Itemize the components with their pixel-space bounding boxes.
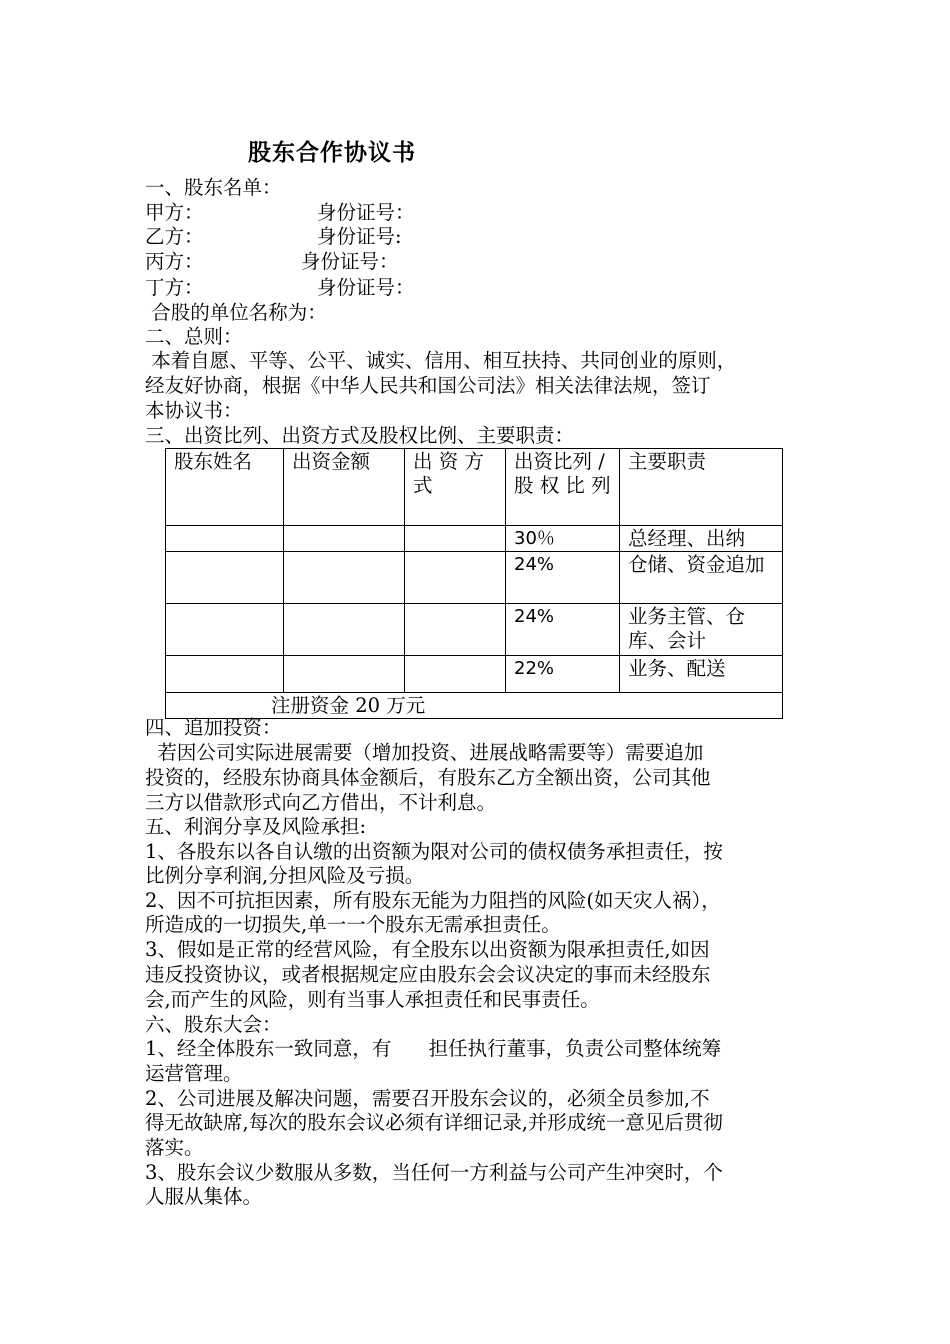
paragraph-line: 投资的，经股东协商具体金额后，有股东乙方全额出资，公司其他 <box>145 766 711 789</box>
id-label: 身份证号： <box>301 250 399 273</box>
paragraph-line: 运营管理。 <box>145 1062 243 1085</box>
table-header-cell: 出资金额 <box>284 449 405 526</box>
table-header-cell: 主要职责 <box>620 449 783 526</box>
paragraph-line: 1、经全体股东一致同意，有 担任执行董事，负责公司整体统筹 <box>145 1037 722 1060</box>
id-label: 身份证号： <box>317 276 415 299</box>
table-cell: 24% <box>506 552 620 604</box>
paragraph-line: 2、公司进展及解决问题，需要召开股东会议的，必须全员参加,不 <box>145 1087 710 1110</box>
table-header-cell: 出 资 方 式 <box>405 449 506 526</box>
paragraph-line: 2、因不可抗拒因素，所有股东无能为力阻挡的风险(如天灾人祸）， <box>145 889 721 912</box>
paragraph-line: 1、各股东以各自认缴的出资额为限对公司的债权债务承担责任，按 <box>145 840 723 863</box>
paragraph-line: 所造成的一切损失,单一一个股东无需承担责任。 <box>145 913 561 936</box>
table-cell <box>284 526 405 552</box>
party-row <box>145 225 402 249</box>
table-header-cell: 股东姓名 <box>166 449 284 526</box>
table-row <box>166 656 783 693</box>
table-cell <box>405 526 506 552</box>
paragraph-line: 本着自愿、平等、公平、诚实、信用、相互扶持、共同创业的原则， <box>145 349 737 372</box>
paragraph-line: 三方以借款形式向乙方借出，不计利息。 <box>145 791 497 814</box>
table-cell: 22% <box>506 656 620 693</box>
paragraph-line: 违反投资协议，或者根据规定应由股东会会议决定的事而未经股东 <box>145 963 711 986</box>
section-3-heading: 三、出资比列、出资方式及股权比例、主要职责： <box>145 424 575 447</box>
table-cell: 24% <box>506 604 620 656</box>
paragraph-line: 落实。 <box>145 1136 204 1159</box>
paragraph-line: 3、假如是正常的经营风险，有全股东以出资额为限承担责任,如因 <box>145 938 710 961</box>
paragraph-line: 经友好协商，根据《中华人民共和国公司法》相关法律法规，签订 <box>145 374 711 397</box>
section-5-heading: 五、利润分享及风险承担: <box>145 815 367 838</box>
table-cell <box>405 604 506 656</box>
party-label: 甲方： <box>145 201 204 224</box>
company-name-line: 合股的单位名称为： <box>145 301 327 324</box>
paragraph-line: 人服从集体。 <box>145 1185 263 1208</box>
paragraph-line: 3、股东会议少数服从多数，当任何一方利益与公司产生冲突时，个 <box>145 1161 723 1184</box>
document-title: 股东合作协议书 <box>248 140 416 166</box>
table-cell: 业务主管、仓库、会计 <box>620 604 783 656</box>
table-row <box>166 526 783 552</box>
paragraph-line: 会,而产生的风险，则有当事人承担责任和民事责任。 <box>145 988 600 1011</box>
table-cell: 仓储、资金追加 <box>620 552 783 604</box>
party-row <box>145 276 415 300</box>
paragraph-line: 若因公司实际进展需要（增加投资、进展战略需要等）需要追加 <box>145 741 704 764</box>
table-cell <box>405 656 506 693</box>
table-cell <box>166 552 284 604</box>
table-header-row <box>166 449 783 526</box>
shareholder-table <box>165 448 783 719</box>
table-cell: 30％ <box>506 526 620 552</box>
paragraph-line: 得无故缺席,每次的股东会议必须有详细记录,并形成统一意见后贯彻 <box>145 1111 723 1134</box>
table-row <box>166 552 783 604</box>
party-label: 乙方： <box>145 225 204 248</box>
table-cell <box>284 656 405 693</box>
id-label: 身份证号： <box>317 201 415 224</box>
party-label: 丙方： <box>145 250 204 273</box>
table-cell <box>284 552 405 604</box>
table-cell: 总经理、出纳 <box>620 526 783 552</box>
section-1-heading: 一、股东名单： <box>145 176 282 199</box>
paragraph-line: 比例分享利润,分担风险及亏损。 <box>145 864 425 887</box>
table-cell <box>166 604 284 656</box>
party-label: 丁方： <box>145 276 204 299</box>
paragraph-line: 本协议书： <box>145 399 243 422</box>
section-6-heading: 六、股东大会： <box>145 1013 282 1036</box>
table-cell <box>405 552 506 604</box>
table-cell <box>166 526 284 552</box>
registered-capital: 注册资金 20 万元 <box>166 693 783 719</box>
table-cell <box>284 604 405 656</box>
id-label: 身份证号: <box>317 225 402 248</box>
table-row <box>166 604 783 656</box>
section-2-heading: 二、总则： <box>145 325 243 348</box>
party-row <box>145 201 415 225</box>
table-cell: 业务、配送 <box>620 656 783 693</box>
section-4-heading: 四、追加投资： <box>145 716 282 739</box>
table-header-cell: 出资比列 /股 权 比 列 <box>506 449 620 526</box>
table-cell <box>166 656 284 693</box>
party-row <box>145 250 399 274</box>
table-footer-row <box>166 693 783 719</box>
